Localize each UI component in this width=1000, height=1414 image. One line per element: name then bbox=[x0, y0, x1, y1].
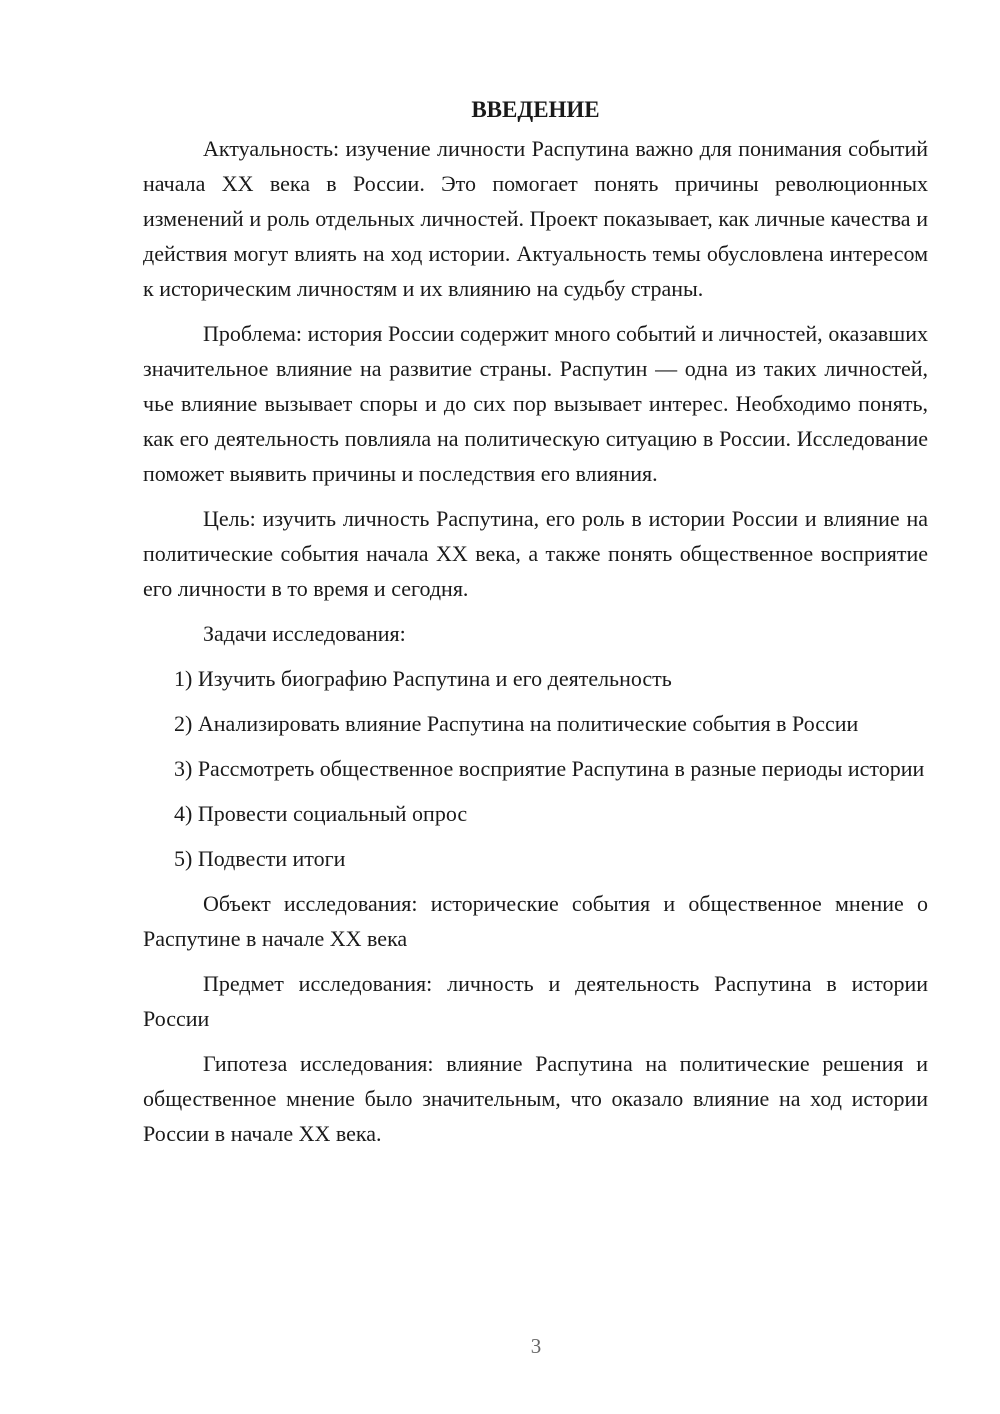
section-title: ВВЕДЕНИЕ bbox=[471, 97, 600, 122]
goal-paragraph: Цель: изучить личность Распутина, его роль в истории России и влияние на политические события начала XX века, а также понять общественное восприятие его личности в то время и сегодня. bbox=[143, 506, 928, 601]
task-item: 2) Анализировать влияние Распутина на политические события в России bbox=[174, 711, 859, 736]
task-item: 3) Рассмотреть общественное восприятие Распутина в разные периоды истории bbox=[174, 756, 925, 781]
task-item: 5) Подвести итоги bbox=[174, 846, 346, 871]
hypothesis-paragraph: Гипотеза исследования: влияние Распутина на политические решения и общественное мнение было значительным, что оказало влияние на ход истории России в начале XX века. bbox=[143, 1051, 928, 1146]
page-number: 3 bbox=[530, 1334, 542, 1358]
relevance-paragraph: Актуальность: изучение личности Распутина важно для понимания событий начала XX века в России. Это помогает понять причины революционных изменений и роль отдельных личностей. Проект показывает, как личные качества и действия могут влиять на ход истории. Актуальность темы обусловлена интересом к историческим личностям и их влиянию на судьбу страны. bbox=[143, 136, 928, 301]
object-paragraph: Объект исследования: исторические события и общественное мнение о Распутине в начале XX века bbox=[143, 891, 928, 951]
task-item: 1) Изучить биографию Распутина и его деятельность bbox=[174, 666, 672, 691]
problem-paragraph: Проблема: история России содержит много событий и личностей, оказавших значительное влияние на развитие страны. Распутин — одна из таких личностей, чье влияние вызывает споры и до сих пор вызывает интерес. Необходимо понять, как его деятельность повлияла на политическую ситуацию в России. Исследование поможет выявить причины и последствия его влияния. bbox=[143, 321, 928, 486]
task-item: 4) Провести социальный опрос bbox=[174, 801, 468, 826]
subject-paragraph: Предмет исследования: личность и деятельность Распутина в истории России bbox=[143, 971, 928, 1031]
tasks-heading: Задачи исследования: bbox=[203, 621, 406, 646]
document-page bbox=[143, 92, 928, 1161]
